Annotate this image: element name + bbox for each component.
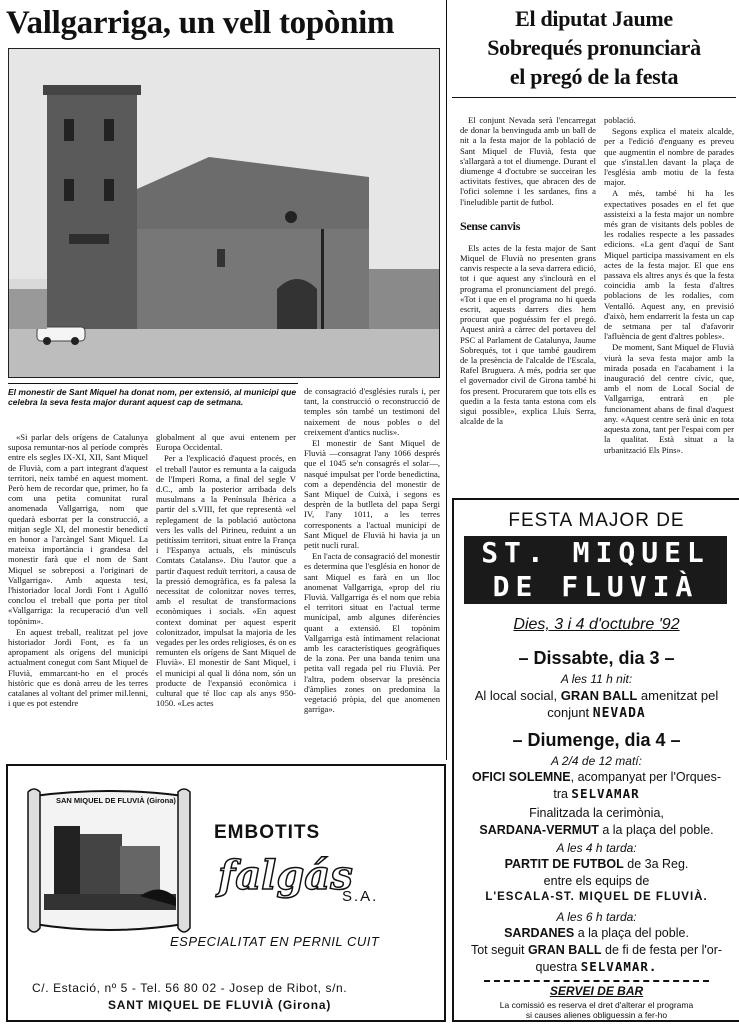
column-divider [446, 0, 447, 760]
left-headline: Vallgarriga, un vell topònim [6, 5, 395, 41]
subhead: Sense canvis [460, 218, 521, 233]
headline-rule [452, 97, 736, 98]
day2-band2-line [454, 959, 739, 974]
headline-line: El diputat Jaume [515, 6, 673, 31]
text: Tot seguit [470, 943, 525, 957]
monastery-illustration [9, 49, 439, 377]
paragraph: de consagració d'esglésies rurals i, per tant, la construcció o reconstrucció de temples són també un testimoni del naixement de nous pobles o del creixement d'antics nuclis». [304, 386, 440, 437]
dashed-rule [484, 980, 709, 982]
day2-event1 [454, 770, 739, 784]
paragraph: globalment al que avui entenem per Europa Occidental. [156, 432, 296, 453]
paragraph: Segons explica el mateix alcalde, per a l'edició d'enguany es preveu que augmentin el nombre de parades que s'instal.len davant la plaça de l'església amb motiu de la festa major. [604, 126, 734, 188]
program-note-2: si causes alienes obliguessin a fer-ho [525, 1010, 668, 1020]
brand-logo: falgás [218, 852, 353, 899]
text-bold: SARDANA-VERMUT [479, 823, 599, 837]
text-bold: GRAN BALL [560, 688, 638, 703]
text: de fi de festa per l'or- [605, 943, 723, 957]
text-bold: SARDANES [504, 926, 575, 940]
address: C/. Estació, nº 5 - Tel. 56 80 02 - Josep de Ribot, s/n. [32, 981, 348, 995]
program-banner-line1: ST. MIQUEL [464, 536, 727, 570]
paragraph: «Si parlar dels orígens de Catalunya suposa remuntar-nos al període comprès entre els segles IX-XI, XII, Sant Miquel de Fluvià, com a part integrant d'aquest territori, neix també en aquest moment. Però hem de recordar que, primer, ho fa com una petita comunitat rural anomenada Vallgarriga, nom que quedarà esborrat per la construcció, a mitjan segle XI, del monestir benedictí en honor a l'arcàngel Sant Miquel. La mateixa importància i grandesa del monestir farà que el nom de Sant Miquel se sobreposi a l'originari de Vallgarriga». Amb aquesta tesi, l'historiador local Jordi Font i Agulló conclou el treball que porta per títol «Vallgarriga: la recuperació d'un vell topònim». [8, 432, 148, 626]
text: , acompanyat per l'Orques- [570, 770, 721, 784]
band-name: SELVAMAR [571, 786, 640, 801]
monastery-photo [8, 48, 440, 378]
day2-time2: A les 4 h tarda: [556, 841, 637, 855]
text: a la plaça del poble. [602, 823, 714, 837]
right-column-2 [604, 115, 734, 455]
text: Al local social, [474, 688, 558, 703]
caption-rule [8, 383, 298, 384]
day2-teams: L'ESCALA-ST. MIQUEL DE FLUVIÀ. [485, 891, 708, 903]
paragraph: De moment, Sant Miquel de Fluvià viurà la seva festa major amb la mirada posada en l'acabament i la inauguració del centre cívic, que, amb el nom de Local Social de Vallgarriga, entrarà en ple funcionament abans de final d'aquest any. «Aquest centre serà únic en tota aquesta zona, tant per l'espai com per la qualitat. Està situat a la urbanització Els Pins». [604, 342, 734, 455]
paragraph: població. [604, 115, 636, 125]
text: questra [535, 960, 578, 974]
parchment-seal-illustration [20, 786, 198, 936]
day1-heading: – Dissabte, dia 3 – [518, 648, 675, 668]
text: de 3a Reg. [627, 857, 689, 871]
day2-event2: Finalitzada la cerimònia, [529, 806, 664, 820]
paragraph: En aquest treball, realitzat pel jove historiador Jordi Font, es fa un apropament als orígens del municipi actualment conegut com Sant Miquel de Fluvià, emmarcant-ho en el procés històric que es donà arreu de les terres catalanes al voltant del primer mil.lenni, i que es pot estendre [8, 626, 148, 709]
town: SANT MIQUEL DE FLUVIÀ (Girona) [108, 998, 332, 1012]
day2-event6 [454, 926, 739, 940]
day2-event4 [454, 857, 739, 871]
day2-band-line [454, 786, 739, 801]
paragraph: El conjunt Nevada serà l'encarregat de donar la benvinguda amb un ball de nit a la festa major de la població de Sant Miquel de Fluvià, festa que s'allargarà a tot el diumenge. Durant el diumenge 4 d'octubre se succeiran les activitats festives, que abracen des de l'ofici solemne i les sardanes, fins a l'ineludible partit de futbol. [460, 115, 596, 207]
program-dates: Dies, 3 i 4 d'octubre '92 [513, 616, 680, 633]
text-bold: PARTIT DE FUTBOL [504, 857, 624, 871]
tagline: ESPECIALITAT EN PERNIL CUIT [170, 934, 380, 949]
day2-time3: A les 6 h tarda: [556, 910, 637, 924]
day2-event7 [454, 943, 739, 957]
left-column-2 [156, 432, 296, 708]
text-bold: GRAN BALL [527, 943, 602, 957]
program-note-1: La comissió es reserva el dret d'alterar el programa [499, 1000, 694, 1010]
left-column-1 [8, 432, 148, 708]
day1-event [454, 688, 739, 703]
paragraph: A més, també hi ha les expectatives posades en el fet que assisteixi a la festa major un nombre més gran de visitants dels pobles de les rodalies respecte a les passades edicions. «La gent d'aquí de Sant Miquel participa massivament en els actes de la festa major. El que ens passava els altres anys és que la festa coincidia amb la festa d'altres poblacions de les rodalies, com Ventalló. Aquest any, en previsió d'això, hem endarrerit la festa un cap de setmana per tal d'afavorir l'afluència de gent d'altres pobles». [604, 188, 734, 342]
paragraph: Els actes de la festa major de Sant Miquel de Fluvià no presenten grans canvis respecte a la seva darrera edició, tot i que aquest any s'inclourà en el programa el pronunciament del pregó. «Tot i que en el programa no hi queda escrit, aquests darrers dies hem procurat que poguéssim fer el pregó. Aquest anirà a càrrec del portaveu del PSC al Parlament de Catalunya, Jaume Sobrequés, tot i que també gaudirem de la presència de l'alcalde de l'Escala, Rafel Bruguera. A més, podria ser que el governador civil de Girona també hi fos present. Procurarem que tots ells es quedin a la festa tanta estona com els sigui possible», explica Lluís Serra, alcalde de la [460, 242, 596, 427]
text: amenitzat pel [640, 688, 719, 703]
day2-event3 [454, 823, 739, 837]
photo-caption: El monestir de Sant Miquel ha donat nom, per extensió, al municipi que celebra la seva festa major durant aquest cap de setmana. [8, 387, 297, 407]
right-headline [452, 4, 736, 91]
text: conjunt [547, 705, 590, 720]
festival-program-ad [452, 498, 739, 1022]
paragraph: El monestir de Sant Miquel de Fluvià —consagrat l'any 1066 després que el 1045 se'n consagrés el solar—, nasqué impulsat per l'orde benedictina, com a dependència del monestir de Sant Miquel de Cuixà, i segons es desprèn de la butlleta del papa Sergi IV, l'any 1011, a les terres corresponents a l'actual municipi de Sant Miquel de Fluvià hi havia ja un petit nucli rural. [304, 438, 440, 551]
text-bold: OFICI SOLEMNE [472, 770, 571, 784]
band-name: SELVAMAR. [580, 959, 658, 974]
right-column-1 [460, 115, 596, 426]
left-column-3 [304, 386, 440, 715]
paragraph: Per a l'explicació d'aquest procés, en el treball l'autor es remunta a la caiguda de l'Imperi Roma, a final del segle V d.C., amb la posterior arribada dels musulmans a la Península Ibèrica a partir del s.VIII, fet que representà «el replegament de la població autòctona vers les valls del Pirineu, reduint a un petitíssim territori, situat entre la França i l'Espanya actuals, els minúsculs Comtats Catalans». Diu l'autor que a partir d'aquest reduït territori, a causa de la pressió demogràfica, es fa palesa la necessitat de colonitzar noves terres, amb el resultat de transformacions econòmiques i socials. «En aquest context dominat per aquest esperit colonitzador, impulsat la majoria de les vegades per les ordes religioses, és on es remunten els orígens de Sant Miquel de Fluvià». El monestir de Sant Miquel, i el municipi al qual li dóna nom, són un producte de l'expansió econòmica i cultural que té lloc cap als anys 950-1050. «Les actes [156, 453, 296, 709]
program-title: FESTA MAJOR DE [508, 510, 685, 531]
day2-time1: A 2/4 de 12 matí: [551, 754, 642, 768]
brand-top: EMBOTITS [214, 822, 321, 843]
day1-band-line [454, 705, 739, 721]
day2-heading: – Diumenge, dia 4 – [512, 730, 681, 750]
brand-suffix: S.A. [342, 888, 379, 905]
program-banner-line2: DE FLUVIÀ [464, 570, 727, 604]
sausage-ad [6, 764, 446, 1022]
bar-service: SERVEI DE BAR [549, 984, 644, 998]
text: tra [553, 787, 568, 801]
stamp-text: SAN MIQUEL DE FLUVIÀ (Girona) [56, 796, 176, 805]
headline-line: Sobrequés pronunciarà [487, 35, 701, 60]
paragraph: En l'acta de consagració del monestir es determina que l'església en honor de sant Miquel es farà en un lloc anomenat Vallgarriga, «prop del riu Fluvià. Vallgarriga és el nom que rebia el territori situat en l'actual terme municipal, amb algunes diferències quant a extensió. El topònim Vallgarriga està íntimament relacionat amb les característiques geogràfiques de la zona. Per una banda tenim una petita vall regada pel riu Fluvià. Per l'altra, podem observar la presència d'àmplies zones on predomina la vegetació pròpia, del que anomenen garriga». [304, 551, 440, 715]
band-name: NEVADA [592, 706, 646, 721]
day1-time: A les 11 h nit: [560, 672, 633, 686]
text: a la plaça del poble. [577, 926, 689, 940]
headline-line: el pregó de la festa [509, 64, 679, 89]
day2-event5: entre els equips de [543, 874, 650, 888]
